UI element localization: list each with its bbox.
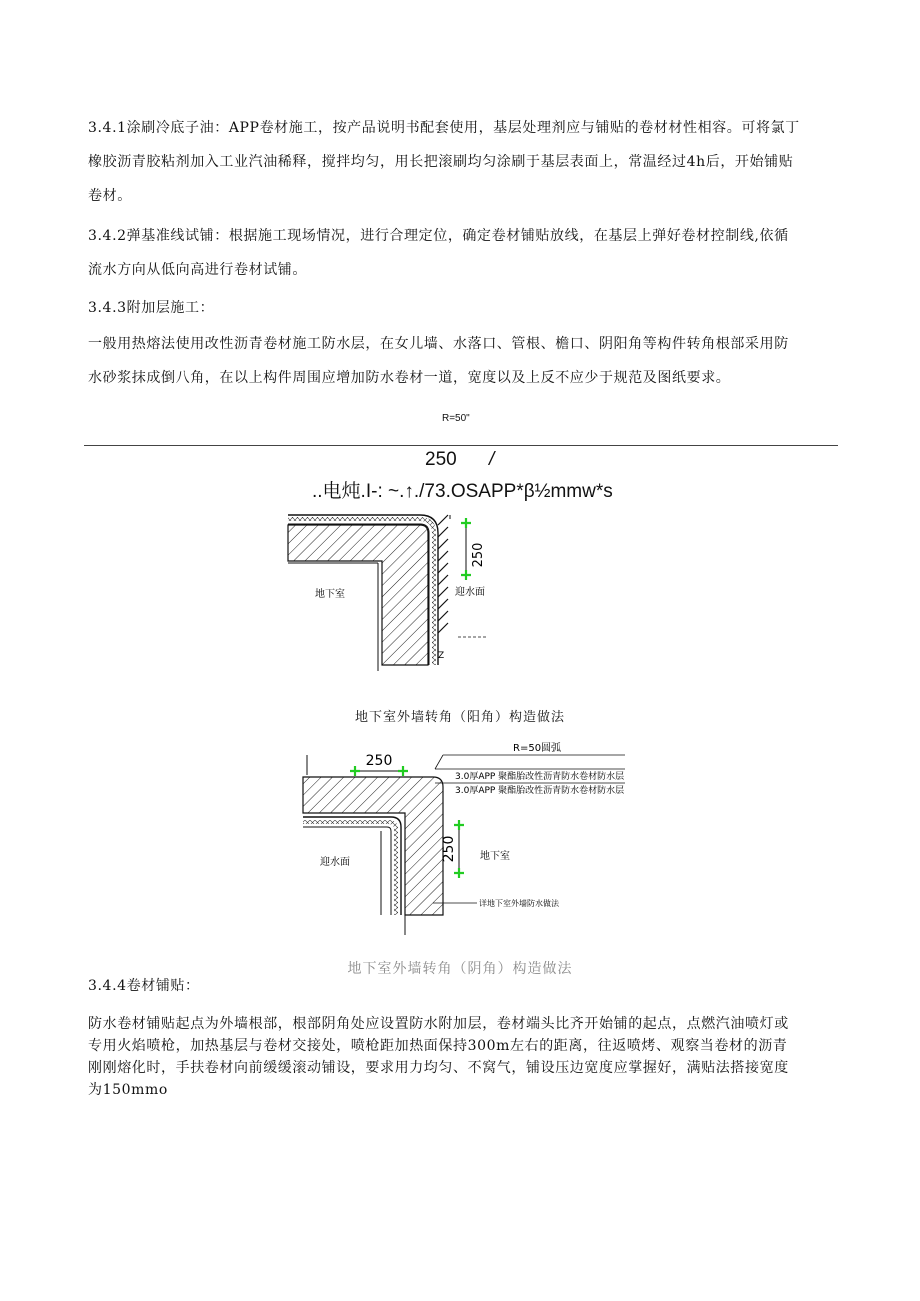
dim-marker — [454, 820, 464, 830]
text-line: 一般用热熔法使用改性沥青卷材施工防水层，在女儿墙、水落口、管根、檐口、阴阳角等构件转角根部采用防 — [88, 336, 789, 352]
dim-marker — [454, 868, 464, 878]
text-line: 水砂浆抹成倒八角，在以上构件周围应增加防水卷材一道，宽度以及上反不应少于规范及图纸要求。 — [88, 370, 731, 386]
dim-marker — [350, 766, 360, 776]
facing-label: 迎水面 — [455, 587, 485, 598]
concrete-section — [303, 777, 443, 915]
text-line: 刚刚熔化时，手扶卷材向前缓缓滚动铺设，要求用力均匀、不窝气，铺设压边宽度应掌握好，满贴法搭接宽度 — [88, 1060, 789, 1076]
dim-text: 250 — [471, 542, 486, 568]
svg-text:Z: Z — [438, 651, 445, 661]
section-3-4-3-heading: 3.4.3附加层施工： — [88, 300, 215, 316]
radius-label: R=50圆弧 — [513, 743, 562, 754]
slash-mark: / — [489, 449, 495, 470]
soil-hatch — [438, 515, 448, 633]
dim-text-side: 250 — [441, 835, 457, 863]
text-line: 卷材。 — [88, 188, 132, 204]
ocr-noise-line: ..电炖.I-: ~.↑./73.OSAPP*β½mmw*s — [312, 481, 613, 502]
dimension-text: 250 — [425, 449, 457, 470]
figure-caption-outer-corner: 地下室外墙转角（阳角）构造做法 — [354, 710, 565, 725]
basement-label: 地下室 — [480, 851, 510, 862]
layer-label-1: 3.0厚APP 聚酯胎改性沥青防水卷材防水层 — [455, 772, 625, 782]
basement-label: 地下室 — [315, 589, 345, 600]
layer-label-2: 3.0厚APP 聚酯胎改性沥青防水卷材防水层 — [455, 786, 625, 796]
divider-line — [84, 445, 838, 446]
concrete-section — [288, 525, 428, 665]
text-line: 专用火焰喷枪，加热基层与卷材交接处，喷枪距加热面保持300m左右的距离，往返喷烤、观察当卷材的沥青 — [88, 1038, 788, 1054]
figure-caption-inner-corner: 地下室外墙转角（阴角）构造做法 — [347, 961, 573, 977]
text-line: 防水卷材铺贴起点为外墙根部，根部阴角处应设置防水附加层，卷材端头比齐开始铺的起点，点燃汽油喷灯或 — [88, 1016, 789, 1032]
section-3-4-1 — [88, 111, 840, 213]
figure-outer-corner-drawing — [270, 505, 520, 675]
figure-inner-corner-drawing — [295, 735, 635, 945]
section-3-4-4-heading: 3.4.4卷材铺贴： — [88, 978, 200, 994]
facing-label: 迎水面 — [320, 857, 350, 868]
dim-text-top: 250 — [365, 753, 393, 769]
wall-note: 详地下室外墙防水做法 — [479, 899, 559, 908]
section-3-4-3 — [88, 327, 840, 395]
text-line: 流水方向从低向高进行卷材试铺。 — [88, 262, 307, 278]
section-3-4-4 — [88, 1013, 840, 1101]
dim-marker — [398, 766, 408, 776]
text-line: 3.4.2弹基准线试铺：根据施工现场情况，进行合理定位，确定卷材铺贴放线，在基层上弹好卷材控制线,依循 — [88, 228, 789, 244]
membrane-layer — [303, 817, 401, 915]
dim-marker — [461, 570, 471, 580]
text-line: 橡胶沥青胶粘剂加入工业汽油稀释，搅拌均匀，用长把滚刷均匀涂刷于基层表面上，常温经过4h后，开始铺贴 — [88, 154, 794, 170]
section-3-4-2 — [88, 219, 840, 287]
radius-label: R=50" — [442, 413, 470, 424]
dim-marker — [461, 518, 471, 528]
text-line: 3.4.1涂刷冷底子油：APP卷材施工，按产品说明书配套使用，基层处理剂应与铺贴的卷材材性相容。可将氯丁 — [88, 120, 800, 136]
text-line: 为150mmo — [88, 1082, 168, 1098]
